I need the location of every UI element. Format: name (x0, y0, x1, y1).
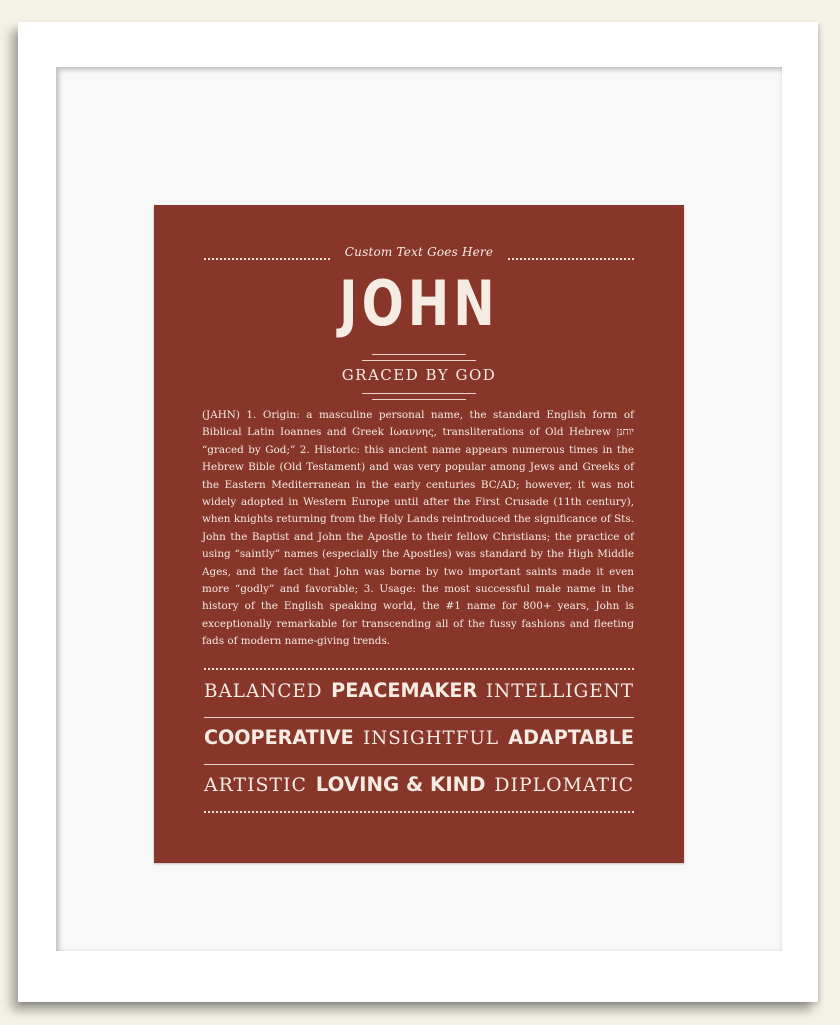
trait-row-3 (204, 773, 634, 796)
definition-bottom-dotted-rule (204, 668, 634, 670)
trait-word: INTELLIGENT (485, 681, 634, 702)
name-title: JOHN (339, 267, 499, 340)
trait-word: DIPLOMATIC (494, 774, 634, 796)
trait-word: PEACEMAKER (331, 679, 478, 702)
trait-word: INSIGHTFUL (362, 728, 500, 749)
trait-row-2 (204, 726, 634, 749)
trait-word: BALANCED (204, 681, 323, 702)
trait-word: LOVING & KIND (315, 773, 486, 796)
bottom-dotted-rule (204, 811, 634, 813)
trait-divider-1 (204, 717, 634, 718)
name-poster (154, 205, 684, 863)
meaning-underline-rule (362, 393, 476, 394)
name-definition: (JAHN) 1. Origin: a masculine personal name, the standard English form of Biblical Latin Ioannes and Greek Ιωαννης, transliterations of Old Hebrew יוחנן “graced by God;” 2. Historic: this ancient name appears numerous times in the Hebrew Bible (Old Testament) and was very popular among Jews and Greeks of the Eastern Mediterranean in the early centuries BC/AD; however, it was not widely adopted in Western Europe until after the First Crusade (11th century), when knights returning from the Holy Lands reintroduced the significance of Sts. John the Baptist and John the Apostle to their fellow Christians; the practice of using “saintly” names (especially the Apostles) was standard by the High Middle Ages, and the fact that John was borne by two important saints made it even more “godly” and favorable; 3. Usage: the most successful male name in the history of the English speaking world, the #1 name for 800+ years, John is exceptionally remarkable for transcending all of the fussy fashions and fleeting fads of modern name-giving trends. (202, 409, 634, 648)
custom-text: Custom Text Goes Here (344, 245, 494, 259)
meaning-underline-rule-2 (372, 399, 466, 400)
trait-divider-2 (204, 764, 634, 765)
name-underline-rule (372, 354, 466, 355)
picture-frame (18, 22, 818, 1002)
trait-word: ADAPTABLE (508, 726, 634, 749)
name-underline-rule-2 (362, 360, 476, 361)
frame-mat (56, 67, 782, 951)
trait-row-1 (204, 679, 634, 702)
trait-word: ARTISTIC (204, 774, 307, 796)
name-meaning: GRACED BY GOD (341, 366, 497, 384)
trait-word: COOPERATIVE (204, 726, 354, 749)
